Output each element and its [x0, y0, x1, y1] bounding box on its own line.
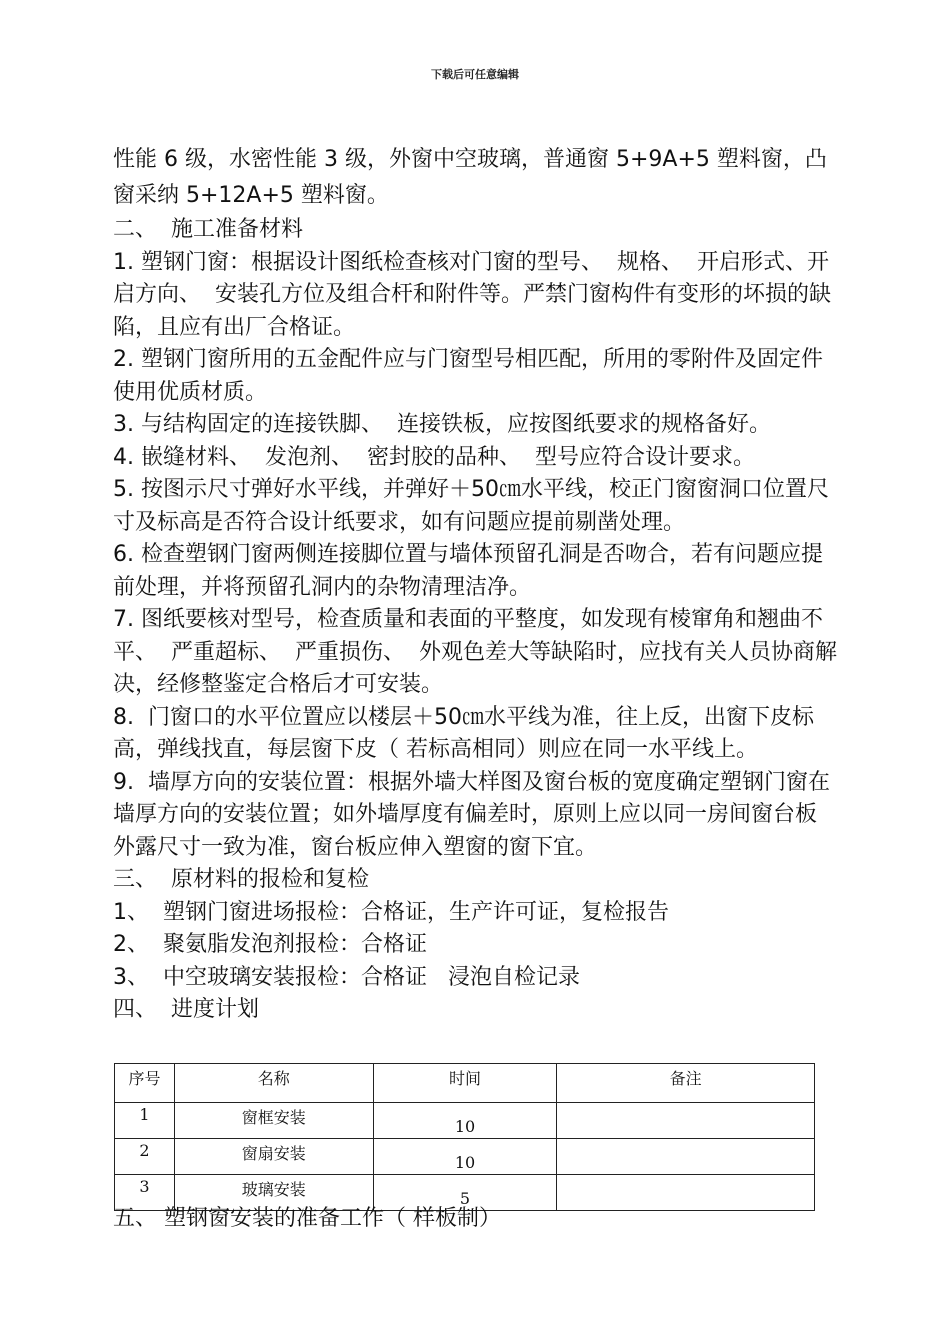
- inspection-item-1: 1、 塑钢门窗进场报检：合格证，生产许可证，复检报告: [113, 899, 669, 925]
- cell-time: 10: [373, 1103, 557, 1139]
- schedule-table: [114, 1063, 815, 1211]
- header-notes: 备注: [557, 1064, 815, 1103]
- cell-notes: [557, 1139, 815, 1175]
- inspection-item-2: 2、 聚氨脂发泡剂报检：合格证: [113, 932, 427, 957]
- inspection-item-3: 3、 中空玻璃安装报检：合格证 浸泡自检记录: [113, 964, 580, 990]
- paragraph-item-5: 5. 按图示尺寸弹好水平线，并弹好＋50㎝水平线，校正门窗窗洞口位置尺寸及标高是否符合设计纸要求，如有问题应提前剔凿处理。: [113, 477, 829, 535]
- cell-index: 1: [115, 1103, 175, 1139]
- cell-notes: [557, 1175, 815, 1211]
- cell-index: 3: [115, 1175, 175, 1211]
- cell-time: 5: [373, 1175, 557, 1211]
- paragraph-item-4: 4. 嵌缝材料、 发泡剂、 密封胶的品种、 型号应符合设计要求。: [113, 444, 755, 470]
- header-name: 名称: [174, 1064, 373, 1103]
- header-index: 序号: [115, 1064, 175, 1103]
- paragraph-item-6: 6. 检查塑钢门窗两侧连接脚位置与墙体预留孔洞是否吻合，若有问题应提前处理，并将预留孔洞内的杂物清理洁净。: [113, 542, 823, 600]
- table-row: [115, 1103, 815, 1139]
- paragraph-item-9: 9. 墙厚方向的安装位置：根据外墙大样图及窗台板的宽度确定塑钢门窗在墙厚方向的安装位置；如外墙厚度有偏差时，原则上应以同一房间窗台板外露尺寸一致为准，窗台板应伸入塑窗的窗下宜。: [113, 769, 830, 860]
- table-row: [115, 1139, 815, 1175]
- cell-time: 10: [373, 1139, 557, 1175]
- cell-name: 玻璃安装: [174, 1175, 373, 1211]
- header-time: 时间: [373, 1064, 557, 1103]
- cell-notes: [557, 1103, 815, 1139]
- cell-name: 窗扇安装: [174, 1139, 373, 1175]
- section-heading-inspection: 三、 原材料的报检和复检: [113, 867, 369, 892]
- cell-index: 2: [115, 1139, 175, 1175]
- section-heading-preparation: 五、 塑钢窗安装的准备工作（ 样板制）: [113, 1206, 501, 1231]
- page-header: 下载后可任意编辑: [431, 68, 519, 81]
- table-header-row: [115, 1064, 815, 1103]
- paragraph-item-1: 1. 塑钢门窗：根据设计图纸检查核对门窗的型号、 规格、 开启形式、开启方向、 安装孔方位及组合杆和附件等。严禁门窗构件有变形的坏损的缺陷，且应有出厂合格证。: [113, 249, 831, 340]
- paragraph-item-8: 8. 门窗口的水平位置应以楼层＋50㎝水平线为准，往上反，出窗下皮标高，弹线找直，每层窗下皮（ 若标高相同）则应在同一水平线上。: [113, 704, 814, 762]
- paragraph-window-performance: 性能 6 级，水密性能 3 级，外窗中空玻璃，普通窗 5+9A+5 塑料窗，凸窗采纳 5+12A+5 塑料窗。: [113, 147, 827, 208]
- document-body: [113, 142, 838, 1027]
- cell-name: 窗框安装: [174, 1103, 373, 1139]
- section-heading-materials: 二、 施工准备材料: [113, 217, 303, 242]
- paragraph-item-7: 7. 图纸要核对型号，检查质量和表面的平整度，如发现有棱窜角和翘曲不平、 严重超标、 严重损伤、 外观色差大等缺陷时，应找有关人员协商解决，经修整鉴定合格后才可安装。: [113, 607, 837, 697]
- section-heading-schedule: 四、 进度计划: [113, 997, 259, 1022]
- paragraph-item-3: 3. 与结构固定的连接铁脚、 连接铁板，应按图纸要求的规格备好。: [113, 412, 771, 437]
- paragraph-item-2: 2. 塑钢门窗所用的五金配件应与门窗型号相匹配，所用的零附件及固定件使用优质材质。: [113, 347, 823, 405]
